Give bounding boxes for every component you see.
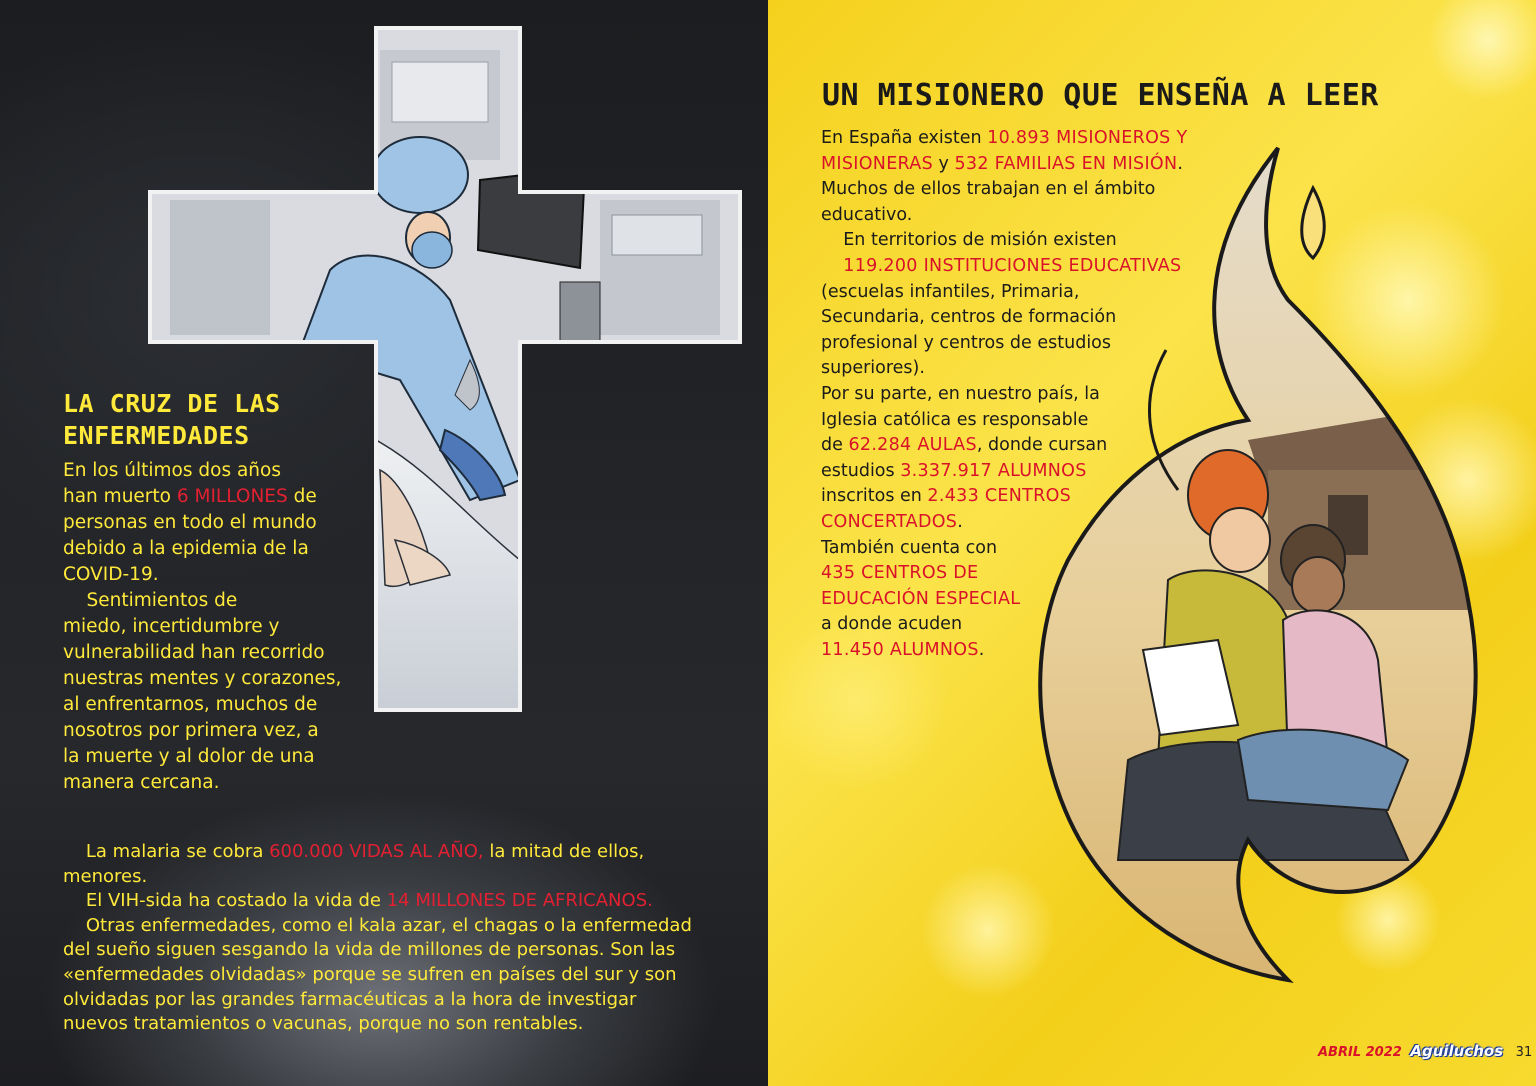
text-run: «enfermedades olvidadas» porque se sufren en países del sur y son [63,963,677,985]
highlight-figure: 119.200 INSTITUCIONES EDUCATIVAS [843,255,1182,276]
text-run: . [1177,153,1183,174]
right-body-line [821,254,1181,280]
text-run: al enfrentarnos, muchos de [63,694,318,715]
text-run: COVID-19. [63,564,159,585]
text-run: de [821,435,849,456]
left-para2-line [63,963,743,988]
text-run: Iglesia católica es responsable [821,409,1089,430]
left-para2-line [63,988,743,1013]
right-body-line [821,561,1181,587]
text-run: a donde acuden [821,614,963,635]
left-para2-line [63,865,743,890]
highlight-figure: 532 FAMILIAS EN MISIÓN [954,153,1178,174]
right-body-line [821,587,1181,613]
right-body-line [821,612,1181,638]
highlight-figure: 435 CENTROS DE [821,563,979,584]
text-run: menores. [63,865,148,887]
text-run: En España existen [821,128,988,148]
left-para1-line [63,510,383,536]
left-para2-line [63,938,743,963]
right-body-line [821,408,1181,434]
left-title-line1: LA CRUZ DE LAS [63,389,281,418]
highlight-figure: 6 MILLONES [176,486,288,507]
text-run: Por su parte, en nuestro país, la [821,383,1100,404]
left-title-line2: ENFERMEDADES [63,421,250,450]
right-body-line [821,536,1181,562]
left-para2-line [63,914,743,939]
text-run: inscritos en [821,486,928,507]
right-body-line [821,484,1181,510]
text-run: estudios [821,460,901,481]
right-body-line [821,331,1181,357]
right-body-line [821,382,1181,408]
text-run: olvidadas por las grandes farmacéuticas a la hora de investigar [63,988,637,1010]
text-run: El VIH-sida ha costado la vida de [63,890,387,912]
text-run: personas en todo el mundo [63,512,317,533]
left-para1-line [63,458,383,484]
text-run: miedo, incertidumbre y [63,616,280,637]
highlight-figure: CONCERTADOS [821,511,958,532]
text-run: (escuelas infantiles, Primaria, [821,281,1080,302]
right-body-line [821,126,1188,152]
highlight-figure: MISIONERAS [821,153,933,174]
text-run: . [978,639,985,660]
footer-date: ABRIL 2022 [1318,1045,1402,1060]
left-para2-line [63,1012,743,1037]
text-run: nuevos tratamientos o vacunas, porque no son rentables. [63,1013,584,1035]
text-run: debido a la epidemia de la [63,538,309,559]
left-paragraph-1 [63,458,383,796]
text-run: del sueño siguen sesgando la vida de millones de personas. Son las [63,939,676,961]
left-para2-line [63,840,743,865]
left-para1-line [63,536,383,562]
right-body-line [821,433,1181,459]
left-paragraph-2 [63,840,743,1037]
text-run: superiores). [821,358,925,379]
magazine-logo: Aguiluchos [1410,1042,1504,1060]
left-para1-line [63,744,383,770]
text-run: de [287,486,317,507]
highlight-figure: EDUCACIÓN ESPECIAL [821,588,1021,609]
text-run: y [932,153,955,174]
right-title: UN MISIONERO QUE ENSEÑA A LEER [822,78,1379,113]
right-body-line [821,305,1181,331]
text-run: profesional y centros de estudios [821,332,1112,353]
page-number: 31 [1515,1045,1533,1060]
left-para1-line [63,692,383,718]
right-body-line [821,152,1181,178]
text-run: Otras enfermedades, como el kala azar, el chagas o la enfermedad [63,914,692,936]
right-body-line [821,280,1181,306]
left-para1-line [63,718,383,744]
text-run: . [957,511,963,532]
text-run: nosotros por primera vez, a [63,720,319,741]
text-run: educativo. [821,204,913,225]
left-para1-line [63,770,383,796]
right-body-line [821,459,1181,485]
text-run: la mitad de ellos, [483,841,645,862]
text-run: Sentimientos de [63,590,238,611]
text-run: Muchos de ellos trabajan en el ámbito [821,179,1156,200]
highlight-figure: 11.450 ALUMNOS [821,639,979,660]
right-body-line [821,638,1181,664]
highlight-figure: 14 MILLONES DE AFRICANOS. [386,890,653,912]
right-body-text [821,126,1188,663]
left-para1-line [63,640,383,666]
left-para1-line [63,484,383,510]
text-run: En los últimos dos años [63,460,281,481]
highlight-figure: 2.433 CENTROS [927,486,1072,507]
highlight-figure: 10.893 MISIONEROS Y [987,128,1188,148]
text-run: La malaria se cobra [63,841,270,862]
highlight-figure: 600.000 VIDAS AL AÑO, [269,841,484,862]
text-run: En territorios de misión existen [821,230,1117,251]
left-para1-line [63,614,383,640]
right-body-line [821,356,1181,382]
left-para1-line [63,588,383,614]
text-run: También cuenta con [821,537,998,558]
right-body-line [821,177,1181,203]
text-run: vulnerabilidad han recorrido [63,642,325,663]
text-run: , donde cursan [976,435,1108,456]
text-run: Secundaria, centros de formación [821,307,1117,328]
text-run: han muerto [63,486,177,507]
text-run: manera cercana. [63,772,220,793]
right-body-line [821,510,1181,536]
page-footer [1318,1042,1532,1060]
highlight-figure: 3.337.917 ALUMNOS [900,460,1087,481]
left-para1-line [63,562,383,588]
right-body-line [821,203,1181,229]
highlight-figure: 62.284 AULAS [848,435,977,456]
text-run: la muerte y al dolor de una [63,746,315,767]
text-run: nuestras mentes y corazones, [63,668,342,689]
right-body-line [821,228,1181,254]
left-title [63,388,281,452]
text-run [821,256,843,276]
left-para2-line [63,889,743,914]
right-page [768,0,1536,1086]
left-para1-line [63,666,383,692]
